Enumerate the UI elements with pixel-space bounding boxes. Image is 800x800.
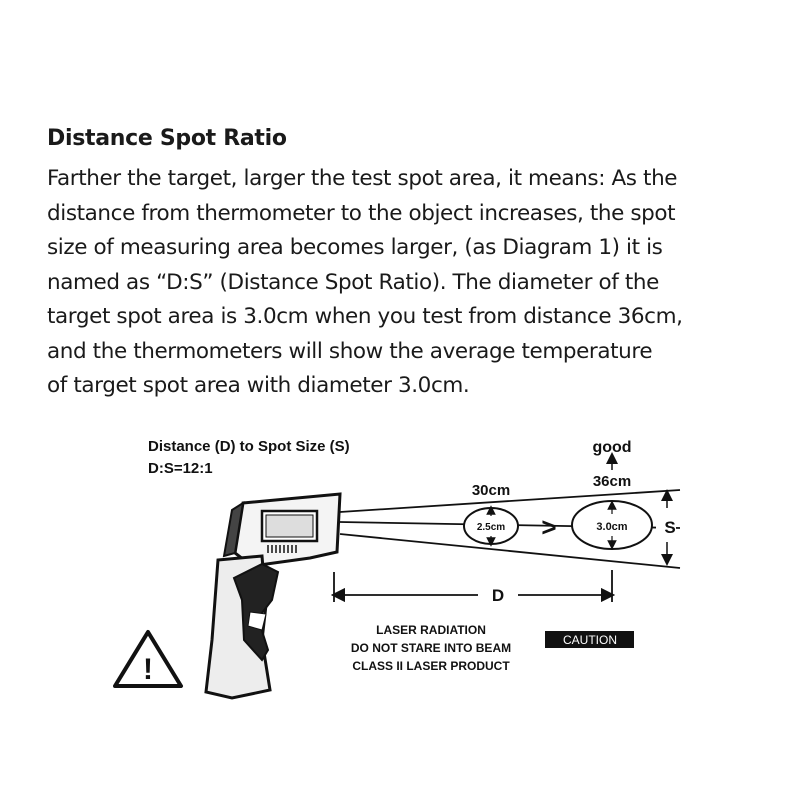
warning-line: DO NOT STARE INTO BEAM — [350, 641, 512, 655]
near-spot — [464, 508, 518, 544]
far-spot-label: 3.0cm — [596, 521, 628, 533]
paragraph-line: target spot area is 3.0cm when you test from distance 36cm, — [47, 304, 683, 329]
warning-triangle-icon — [115, 632, 181, 686]
paragraph-line: distance from thermometer to the object increases, the spot — [47, 200, 676, 226]
near-distance-label: 30cm — [471, 482, 511, 499]
paragraph-line: named as “D:S” (Distance Spot Ratio). The diameter of the — [47, 269, 659, 295]
warning-line: LASER RADIATION — [376, 623, 486, 637]
near-spot-label: 2.5cm — [476, 522, 506, 533]
good-label: good — [592, 439, 632, 456]
distance-dimension — [334, 570, 612, 605]
spot-size-symbol: S — [664, 518, 676, 537]
warning-symbol: ! — [143, 653, 153, 686]
section-heading: Distance Spot Ratio — [47, 126, 287, 151]
comparator-symbol: > — [541, 512, 557, 542]
ratio-label: D:S=12:1 — [148, 460, 213, 477]
far-spot — [572, 501, 652, 549]
paragraph-line: Farther the target, larger the test spot area, it means: As the — [47, 166, 678, 191]
spot-size-marker — [656, 495, 676, 560]
caution-label: CAUTION — [563, 633, 617, 647]
paragraph-line: of target spot area with diameter 3.0cm. — [47, 373, 470, 398]
paragraph-line: size of measuring area becomes larger, (as Diagram 1) it is — [47, 235, 663, 260]
warning-line: CLASS II LASER PRODUCT — [352, 659, 510, 673]
diagram-title: Distance (D) to Spot Size (S) — [148, 438, 350, 455]
far-distance-label: 36cm — [592, 473, 632, 490]
thermometer-gun-icon — [206, 494, 340, 698]
distance-symbol: D — [491, 586, 505, 605]
paragraph-line: and the thermometers will show the average temperature — [47, 338, 653, 364]
